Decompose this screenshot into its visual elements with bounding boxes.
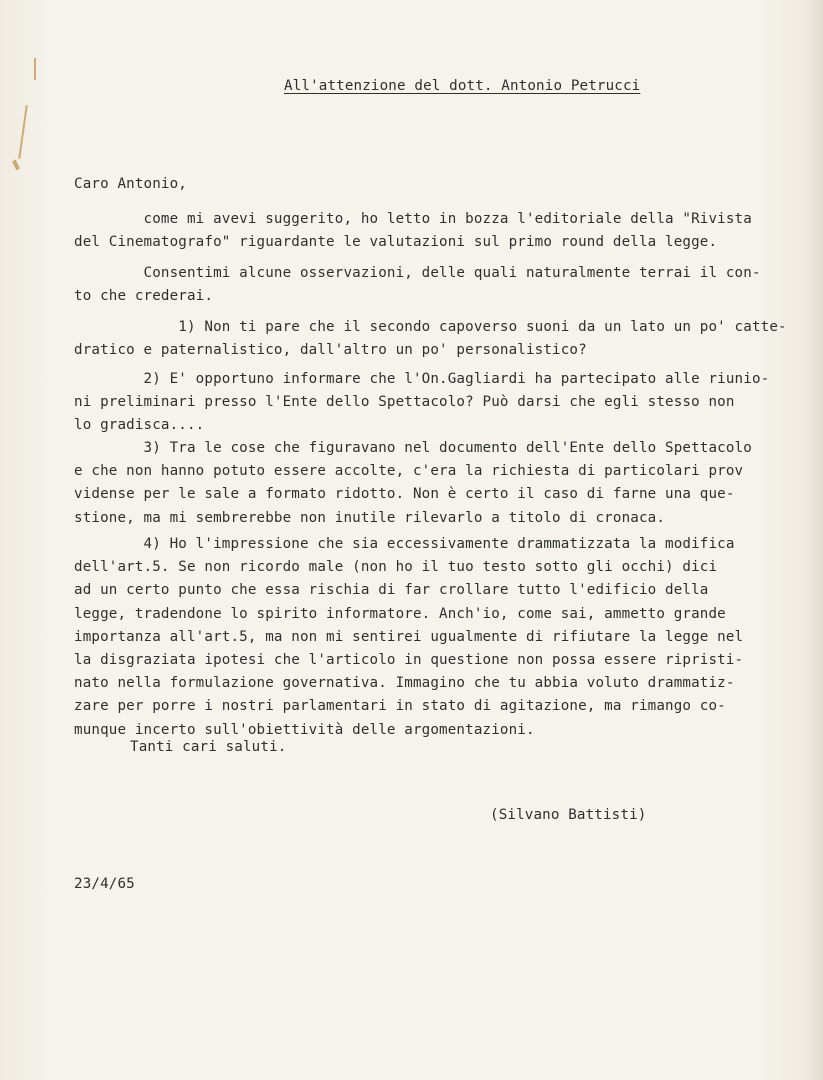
- paragraph-point-3: 3) Tra le cose che figuravano nel documento dell'Ente dello Spettacolo e che non hanno potuto essere accolte, c'era la richiesta di particolari prov vidense per le sale a formato ridotto. Non è certo il caso di farne una que- stione, ma mi sembrerebbe non inutile rilevarlo a titolo di cronaca.: [74, 440, 752, 526]
- letter-signature: (Silvano Battisti): [490, 807, 647, 823]
- letter-heading: All'attenzione del dott. Antonio Petrucci: [284, 78, 641, 94]
- letter-salutation: Caro Antonio,: [74, 176, 187, 192]
- paper-edge-stain: [12, 160, 20, 171]
- paragraph-intro: come mi avevi suggerito, ho letto in bozza l'editoriale della "Rivista del Cinematografo" riguardante le valutazioni sul primo round della legge.: [74, 211, 752, 251]
- paper-edge-stain: [34, 58, 36, 80]
- paragraph-point-4: 4) Ho l'impressione che sia eccessivamente drammatizzata la modifica dell'art.5. Se non ricordo male (non ho il tuo testo sotto gli occhi) dici ad un certo punto che essa rischia di far crollare tutto l'edificio della legge, tradendone lo spirito informatore. Anch'io, come sai, ammetto grande importanza all'art.5, ma non mi sentirei ugualmente di rifiutare la legge nel la disgraziata ipotesi che l'articolo in questione non possa essere ripristi- nato nella formulazione governativa. Immagino che tu abbia voluto drammatiz- zare per porre i nostri parlamentari in stato di agitazione, ma rimango co- munque incerto sull'obiettività delle argomentazioni.: [74, 536, 744, 738]
- letter-closing: Tanti cari saluti.: [130, 739, 287, 755]
- paragraph-point-2: 2) E' opportuno informare che l'On.Gagliardi ha partecipato alle riunio- ni preliminari presso l'Ente dello Spettacolo? Può darsi che egli stesso non lo gradisca....: [74, 371, 770, 434]
- paper-edge-shadow: [805, 0, 823, 1080]
- letter-date: 23/4/65: [74, 876, 135, 892]
- paragraph-point-1: 1) Non ti pare che il secondo capoverso suoni da un lato un po' catte- dratico e paternalistico, dall'altro un po' personalistico?: [74, 319, 787, 359]
- paper-edge-stain: [18, 105, 27, 159]
- paragraph-observations: Consentimi alcune osservazioni, delle quali naturalmente terrai il con- to che crederai.: [74, 265, 761, 305]
